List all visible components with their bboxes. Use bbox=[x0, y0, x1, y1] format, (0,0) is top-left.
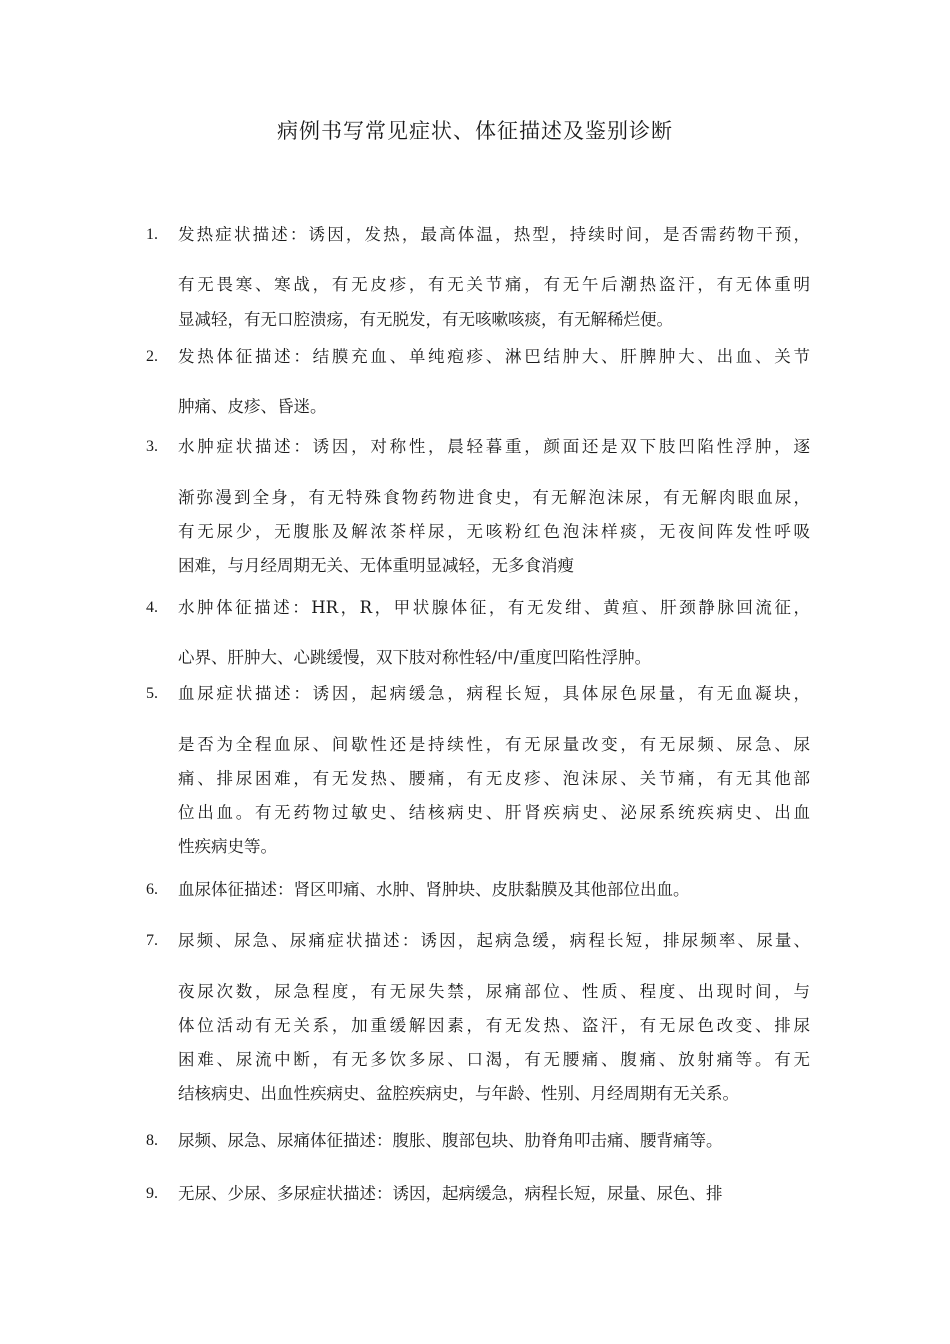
list-item-text-line: 结核病史、出血性疾病史、盆腔疾病史，与年龄、性别、月经周期有无关系。 bbox=[178, 1084, 739, 1103]
list-item-number: 6. bbox=[146, 881, 158, 898]
document-title: 病例书写常见症状、体征描述及鉴别诊断 bbox=[277, 119, 673, 143]
list-item-number: 5. bbox=[146, 685, 158, 702]
list-item-text-line: 血尿症状描述：诱因，起病缓急，病程长短，具体尿色尿量，有无血凝块， bbox=[178, 684, 810, 703]
list-item-text-line: 发热体征描述：结膜充血、单纯疱疹、淋巴结肿大、肝脾肿大、出血、关节 bbox=[178, 347, 810, 366]
list-item-text-line: 水肿症状描述：诱因，对称性，晨轻暮重，颜面还是双下肢凹陷性浮肿，逐 bbox=[178, 437, 810, 456]
list-item-text-line: 性疾病史等。 bbox=[178, 837, 277, 856]
list-item-text-line: 心界、肝肿大、心跳缓慢，双下肢对称性轻/中/重度凹陷性浮肿。 bbox=[178, 648, 652, 667]
list-item-text-line: 困难、尿流中断，有无多饮多尿、口渴，有无腰痛、腹痛、放射痛等。有无 bbox=[178, 1050, 810, 1069]
list-item-text-line: 肿痛、皮疹、昏迷。 bbox=[178, 397, 327, 416]
list-item-text-line: 水肿体征描述：HR，R，甲状腺体征，有无发绀、黄疸、肝颈静脉回流征， bbox=[178, 598, 810, 617]
list-item-text-line: 渐弥漫到全身，有无特殊食物药物进食史，有无解泡沫尿，有无解肉眼血尿， bbox=[178, 488, 810, 507]
list-item-number: 4. bbox=[146, 599, 158, 616]
list-item-text-line: 血尿体征描述：肾区叩痛、水肿、肾肿块、皮肤黏膜及其他部位出血。 bbox=[178, 880, 690, 899]
list-item-number: 9. bbox=[146, 1185, 158, 1202]
list-item-text-line: 显减轻，有无口腔溃疡，有无脱发，有无咳嗽咳痰，有无解稀烂便。 bbox=[178, 310, 673, 329]
list-item-text-line: 无尿、少尿、多尿症状描述：诱因，起病缓急，病程长短，尿量、尿色、排 bbox=[178, 1184, 723, 1203]
list-item-text-line: 夜尿次数，尿急程度，有无尿失禁，尿痛部位、性质、程度、出现时间，与 bbox=[178, 982, 810, 1001]
list-item-text-line: 有无畏寒、寒战，有无皮疹，有无关节痛，有无午后潮热盗汗，有无体重明 bbox=[178, 275, 810, 294]
list-item-text-line: 痛、排尿困难，有无发热、腰痛，有无皮疹、泡沫尿、关节痛，有无其他部 bbox=[178, 769, 810, 788]
list-item-number: 1. bbox=[146, 226, 158, 243]
list-item-text-line: 困难，与月经周期无关、无体重明显减轻，无多食消瘦 bbox=[178, 556, 574, 575]
list-item-text-line: 位出血。有无药物过敏史、结核病史、肝肾疾病史、泌尿系统疾病史、出血 bbox=[178, 803, 810, 822]
list-item-text-line: 体位活动有无关系，加重缓解因素，有无发热、盗汗，有无尿色改变、排尿 bbox=[178, 1016, 810, 1035]
list-item-text-line: 发热症状描述：诱因，发热，最高体温，热型，持续时间，是否需药物干预， bbox=[178, 225, 810, 244]
list-item-text-line: 有无尿少，无腹胀及解浓茶样尿，无咳粉红色泡沫样痰，无夜间阵发性呼吸 bbox=[178, 522, 810, 541]
list-item-text-line: 尿频、尿急、尿痛症状描述：诱因，起病急缓，病程长短，排尿频率、尿量、 bbox=[178, 931, 810, 950]
list-item-number: 2. bbox=[146, 348, 158, 365]
list-item-text-line: 是否为全程血尿、间歇性还是持续性，有无尿量改变，有无尿频、尿急、尿 bbox=[178, 735, 810, 754]
list-item-number: 7. bbox=[146, 932, 158, 949]
list-item-text-line: 尿频、尿急、尿痛体征描述：腹胀、腹部包块、肋脊角叩击痛、腰背痛等。 bbox=[178, 1131, 723, 1150]
list-item-number: 3. bbox=[146, 438, 158, 455]
list-item-number: 8. bbox=[146, 1132, 158, 1149]
